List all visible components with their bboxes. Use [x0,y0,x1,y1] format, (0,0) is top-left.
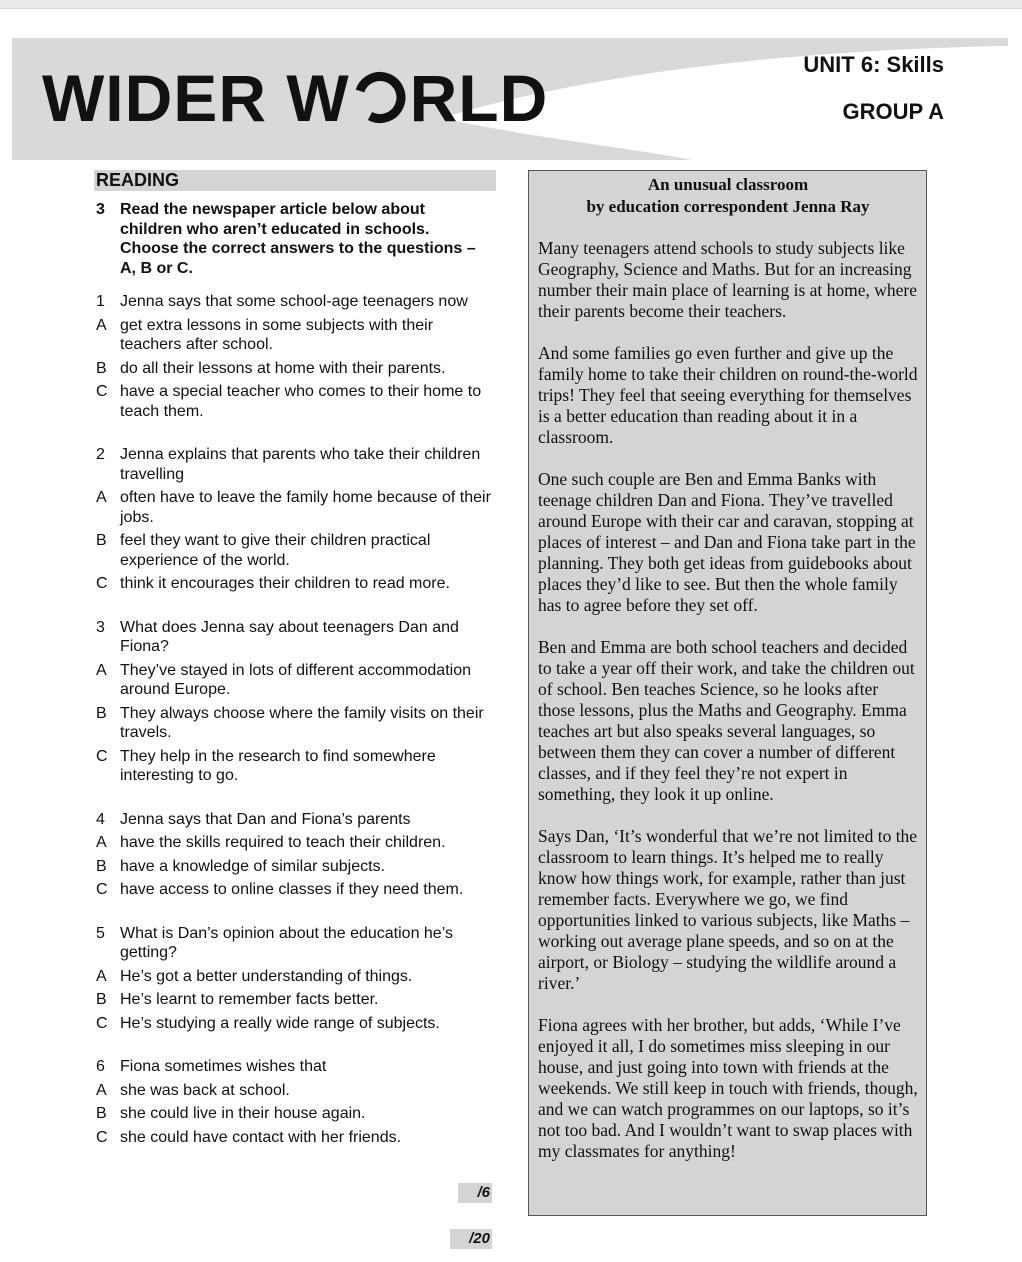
group-label: GROUP A [842,99,944,124]
question-text: Jenna says that Dan and Fiona’s parents [120,810,411,828]
option-text: do all their lessons at home with their parents. [120,359,446,377]
question-stem [96,924,491,963]
answer-option[interactable] [96,661,491,700]
option-letter: C [96,383,108,400]
answer-option[interactable] [96,359,491,379]
option-text: He’s learnt to remember facts better. [120,991,379,1008]
answer-option[interactable] [96,1128,491,1148]
question-stem [96,292,491,312]
article-paragraph: And some families go even further and give up the family home to take their children on round-the-world trips! They feel that seeing everything for themselves is a better education than reading about it in a classroom. [538,343,918,447]
option-letter: B [96,359,107,377]
answer-option[interactable] [96,857,491,877]
answer-option[interactable] [96,488,491,527]
option-letter: A [96,834,107,851]
option-letter: A [96,489,107,506]
question-item [96,292,491,421]
article-byline: by education correspondent Jenna Ray [586,197,870,216]
option-text: have access to online classes if they need them. [120,881,464,898]
question-stem [96,810,491,830]
article-paragraph: Many teenagers attend schools to study subjects like Geography, Science and Maths. But for an increasing number their main place of learning is at home, where their parents become their teachers. [538,238,918,321]
option-text: get extra lessons in some subjects with their teachers after school. [120,316,434,353]
browser-top-strip [0,0,1022,9]
option-text: she could have contact with her friends. [120,1128,402,1146]
option-letter: C [96,575,108,592]
question-number: 2 [96,446,105,463]
option-letter: A [96,661,107,679]
question-stem [96,445,491,484]
option-letter: A [96,967,107,985]
question-number: 6 [96,1058,105,1075]
article-paragraph: Says Dan, ‘It’s wonderful that we’re not limited to the classroom to learn things. It’s helped me to really know how things work, for example, rather than just remember facts. Everywhere we go, we find opportunities linked to various subjects, like Maths – working out average plane speeds, and so on at the airport, or Biology – studying the wildlife around a river.’ [538,826,918,993]
answer-option[interactable] [96,382,491,421]
question-list [96,292,491,1147]
option-text: He’s studying a really wide range of subjects. [120,1014,440,1032]
answer-option[interactable] [96,990,491,1010]
logo-ring-icon [352,64,408,120]
article-body [538,238,918,1162]
total-score-box: /20 [450,1229,492,1249]
question-text: Jenna explains that parents who take their children travelling [120,446,481,483]
answer-option[interactable] [96,747,491,786]
question-number: 3 [96,618,105,636]
option-text: have the skills required to teach their children. [120,834,446,851]
answer-option[interactable] [96,704,491,743]
question-text: Fiona sometimes wishes that [120,1058,327,1075]
option-text: They help in the research to find somewhere interesting to go. [120,747,436,784]
wider-world-logo: WIDER W RLD [42,61,549,135]
answer-option[interactable] [96,531,491,570]
option-letter: C [96,747,108,765]
answer-option[interactable] [96,1014,491,1034]
option-text: she could live in their house again. [120,1105,366,1122]
option-letter: B [96,1105,107,1122]
option-letter: A [96,1081,107,1099]
question-item [96,924,491,1034]
option-letter: C [96,881,108,898]
question-text: Jenna says that some school-age teenagers now [120,293,468,310]
option-text: He’s got a better understanding of things. [120,967,413,985]
option-letter: B [96,857,107,875]
question-stem [96,618,491,657]
question-item [96,810,491,900]
option-text: have a knowledge of similar subjects. [120,857,386,875]
answer-option[interactable] [96,574,491,594]
section-heading: READING [94,170,496,191]
question-stem [96,1057,491,1077]
option-text: They’ve stayed in lots of different accommodation around Europe. [120,661,471,698]
question-item [96,1057,491,1147]
answer-option[interactable] [96,1081,491,1101]
answer-option[interactable] [96,316,491,355]
option-text: often have to leave the family home because of their jobs. [120,489,491,526]
option-letter: B [96,704,107,722]
article-paragraph: Fiona agrees with her brother, but adds, ‘While I’ve enjoyed it all, I do sometimes miss sleeping in our house, and just going into town with friends at the weekends. We still keep in touch with friends, though, and we can watch programmes on our laptops, so it’s not too bad. And I wouldn’t want to swap places with my classmates for anything! [538,1015,918,1161]
option-letter: B [96,532,107,549]
article-title: An unusual classroom [647,175,809,194]
task-score-box: /6 [458,1183,492,1203]
answer-option[interactable] [96,967,491,987]
option-text: They always choose where the family visits on their travels. [120,704,484,741]
task-instruction: 3 Read the newspaper article below about children who aren’t educated in schools. Choose the correct answers to the questions – A, B or C. [96,201,476,277]
option-text: feel they want to give their children practical experience of the world. [120,532,431,569]
question-number: 5 [96,924,105,942]
question-number: 4 [96,810,105,828]
question-item [96,618,491,786]
option-letter: A [96,316,107,334]
article-paragraph: Ben and Emma are both school teachers and decided to take a year off their work, and take the children out of school. Ben teaches Science, so he looks after those lessons, plus the Maths and Geography. Emma teaches art but also speaks several languages, so between them they can cover a number of different classes, and if they feel they’re not expert in something, they look it up online. [538,637,915,804]
option-letter: C [96,1014,108,1032]
answer-option[interactable] [96,1104,491,1124]
question-item [96,445,491,594]
question-number: 1 [96,293,105,310]
article-box [528,170,927,1216]
question-text: What does Jenna say about teenagers Dan and Fiona? [120,618,459,655]
option-text: have a special teacher who comes to their home to teach them. [120,383,482,420]
option-letter: C [96,1128,108,1146]
questions-column [96,200,491,1147]
article-paragraph: One such couple are Ben and Emma Banks with teenage children Dan and Fiona. They’ve travelled around Europe with their car and caravan, stopping at places of interest – and Dan and Fiona take part in the planning. They both get ideas from guidebooks about places they’d like to see. But then the whole family has to agree before they set off. [538,469,916,615]
option-text: think it encourages their children to read more. [120,575,450,592]
option-letter: B [96,991,107,1008]
option-text: she was back at school. [120,1081,290,1099]
answer-option[interactable] [96,880,491,900]
unit-title: UNIT 6: Skills [803,52,944,77]
question-text: What is Dan’s opinion about the education he’s getting? [120,924,453,961]
answer-option[interactable] [96,833,491,853]
